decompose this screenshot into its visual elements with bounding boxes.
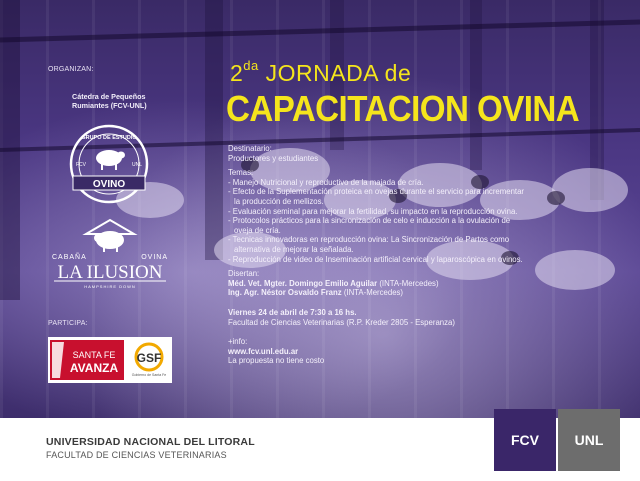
info-url-link[interactable]: www.fcv.unl.edu.ar (228, 346, 299, 356)
badge-left-text: FCV (76, 162, 86, 168)
badge-bottom-text: OVINO (92, 179, 126, 190)
organizer-line1: Cátedra de Pequeños (72, 92, 146, 101)
sponsor1-line1: SANTA FE (72, 350, 116, 360)
title-ordinal-num: 2 (230, 60, 244, 86)
organizer-name (72, 92, 182, 110)
event-details (228, 144, 628, 366)
event-location: Facultad de Ciencias Veterinarias (R.P. Kreder 2805 - Esperanza) (228, 317, 455, 327)
cabana-right-text: OVINA (141, 254, 168, 261)
tema-item: alternativa de mejorar la señalada. (234, 244, 354, 254)
tema-item: - Reproducción de video de Inseminación artificial cervical y laparoscópica en ovinos. (228, 254, 523, 264)
sponsor1-line2: AVANZA (69, 361, 119, 375)
title-ordinal-suffix: da (243, 58, 259, 73)
cabana-sub-text: HAMPSHIRE DOWN (84, 284, 136, 289)
tema-item: la producción de mellizos. (234, 196, 324, 206)
badge-top-text: GRUPO DE ESTUDIO (81, 135, 137, 141)
title-line2: CAPACITACION OVINA (226, 88, 580, 129)
santa-fe-avanza-logo (50, 340, 124, 380)
disertan-label: Disertan: (228, 269, 260, 279)
sponsor2-name: GSF (136, 351, 162, 365)
speaker-inst: (INTA-Mercedes) (341, 288, 404, 298)
speaker-inst: (INTA-Mercedes) (377, 278, 439, 288)
cabana-name-text: LA ILUSION (57, 262, 163, 283)
speaker-name: Méd. Vet. Mgter. Domingo Emilio Aguilar (228, 278, 378, 288)
tema-item: - Protocolos prácticos para la sincronización de celo e inducción a la ovulación de (228, 216, 511, 226)
left-column (48, 0, 180, 418)
temas-list (228, 178, 628, 264)
tema-item: - Manejo Nutricional y reproductivo de la majada de cría. (228, 177, 424, 187)
organizan-label: ORGANIZAN: (48, 66, 94, 73)
faculty-name: FACULTAD DE CIENCIAS VETERINARIAS (46, 450, 227, 460)
unl-logo: UNL (558, 409, 620, 471)
sponsors-box (48, 337, 172, 383)
info-label: +info: (228, 337, 248, 347)
info-note: La propuesta no tiene costo (228, 356, 325, 366)
badge-right-text: UNL (131, 162, 143, 168)
university-name: UNIVERSIDAD NACIONAL DEL LITORAL (46, 436, 255, 448)
gsf-logo (128, 340, 170, 380)
tema-item: - Evaluación seminal para mejorar la fertilidad, su impacto en la reproducción ovina. (228, 206, 518, 216)
speaker (228, 288, 628, 298)
tema-item: - Efecto de la Suplementación proteica en ovejas durante el servicio para incrementar (228, 187, 525, 197)
destinatario-value: Productores y estudiantes (228, 153, 319, 163)
event-date: Viernes 24 de abril de 7:30 a 16 hs. (228, 307, 357, 317)
cabana-left-text: CABAÑA (52, 254, 87, 261)
destinatario-label: Destinatario: (228, 144, 272, 153)
temas-label: Temas: (228, 168, 254, 178)
speaker-name: Ing. Agr. Néstor Osvaldo Franz (228, 288, 342, 298)
sheep-icon (96, 150, 122, 166)
speaker (228, 279, 628, 289)
title-jornada: JORNADA de (265, 60, 412, 86)
cabana-la-ilusion-logo (48, 216, 172, 292)
organizer-line2: Rumiantes (FCV-UNL) (72, 101, 147, 110)
tema-item: oveja de cría. (234, 225, 281, 235)
participa-label: PARTICIPA: (48, 320, 88, 327)
sponsor2-sub: Gobierno de Santa Fe (131, 373, 167, 377)
fcv-logo: FCV (494, 409, 556, 471)
tema-item: - Tecnicas innovadoras en reproducción ovina: La Sincronización de Partos como (228, 235, 510, 245)
title-line1 (230, 60, 411, 87)
grupo-estudio-ovino-badge (64, 122, 154, 206)
